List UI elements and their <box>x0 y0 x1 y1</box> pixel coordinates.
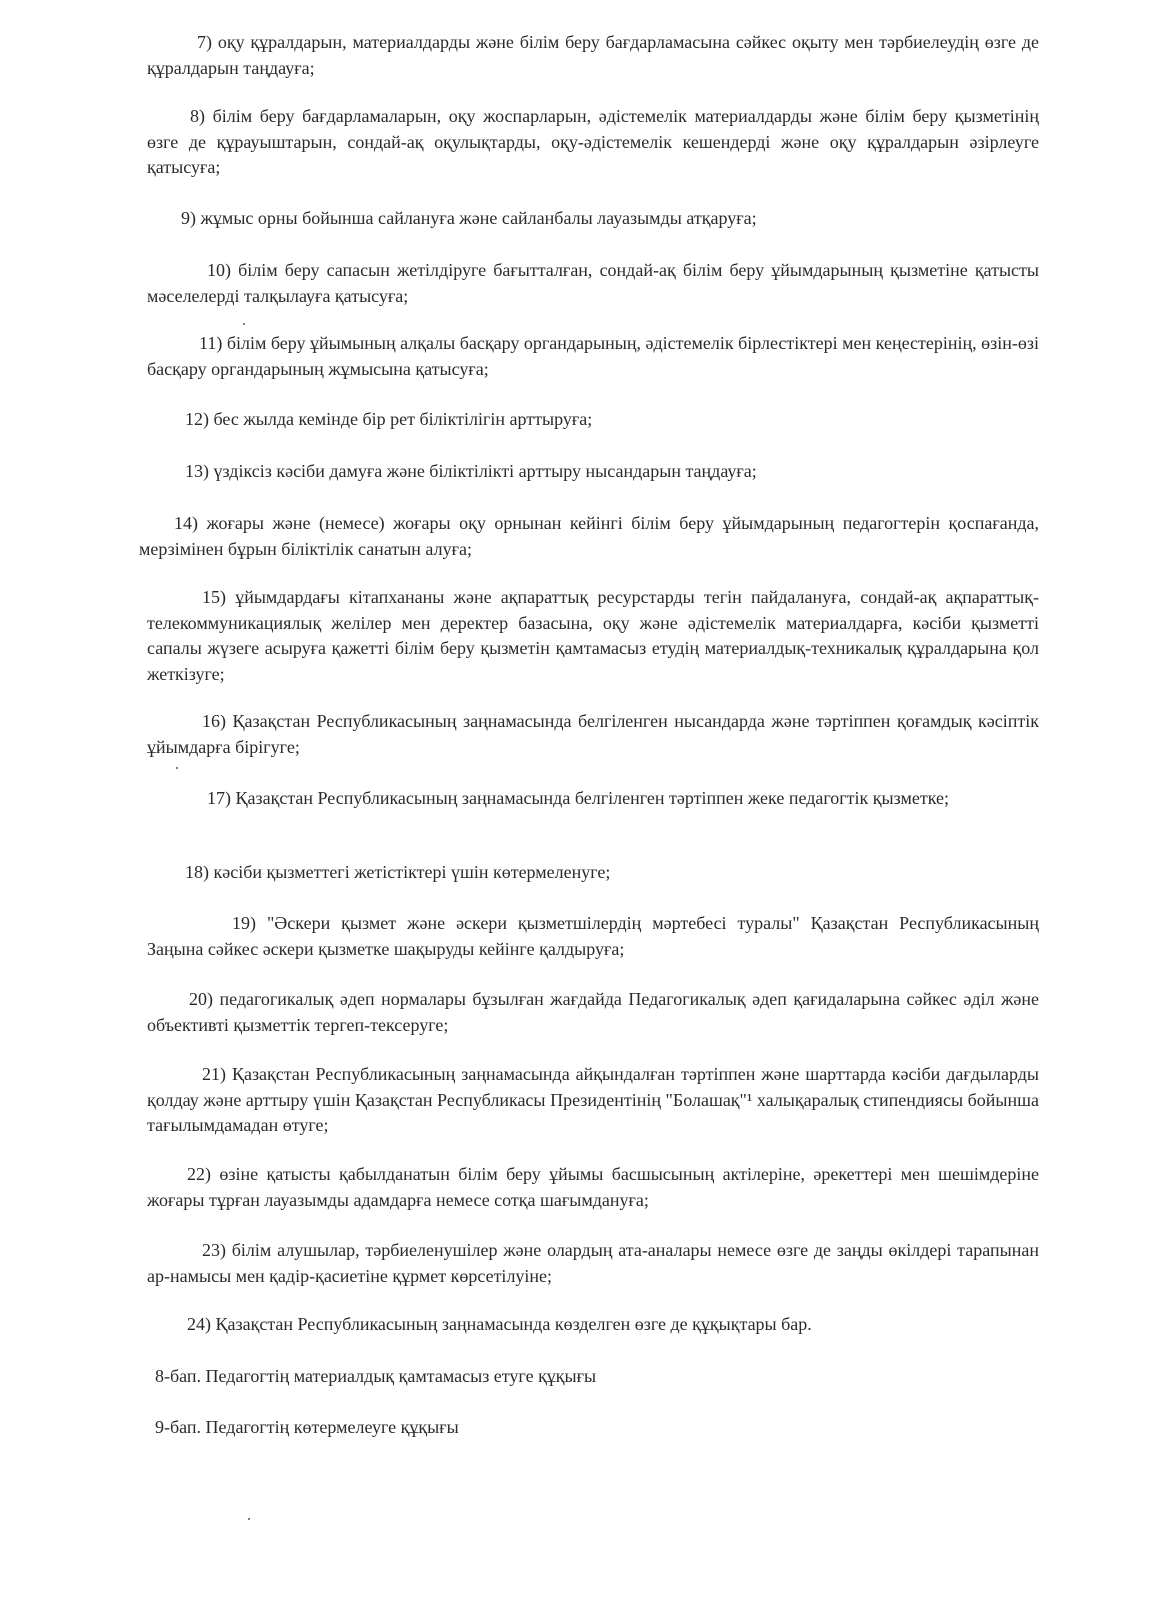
list-item-7: 7) оқу құралдарын, материалдарды және білім беру бағдарламасына сәйкес оқыту мен тәрбиелеудің өзге де құралдарын таңдауға; <box>147 32 1039 78</box>
list-item-24: 24) Қазақстан Республикасының заңнамасында көзделген өзге де құқықтары бар. <box>187 1314 812 1334</box>
list-item-21: 21) Қазақстан Республикасының заңнамасында айқындалған тәртіппен және шарттарда кәсіби дағдыларды қолдау және арттыру үшін Қазақстан Республикасы Президентінің "Болашақ"¹ халықаралық стипендиясы бойынша тағылымдамадан өтуге; <box>147 1064 1039 1135</box>
list-item-16: 16) Қазақстан Республикасының заңнамасында белгіленген нысандарда және тәртіппен қоғамдық кәсіптік ұйымдарға бірігуге; <box>147 711 1039 757</box>
list-item-8: 8) білім беру бағдарламаларын, оқу жоспарларын, әдістемелік материалдарды және білім беру қызметінің өзге де құрауыштарын, сондай-ақ оқулықтарды, оқу-әдістемелік кешендерді және оқу құралдарын әзірлеуге қатысуға; <box>147 106 1039 177</box>
scan-speck <box>243 323 245 325</box>
list-item-10: 10) білім беру сапасын жетілдіруге бағытталған, сондай-ақ білім беру ұйымдарының қызметіне қатысты мәселелерді талқылауға қатысуға; <box>147 260 1039 306</box>
list-item-20: 20) педагогикалық әдеп нормалары бұзылған жағдайда Педагогикалық әдеп қағидаларына сәйкес әділ және объективті қызметтік тергеп-тексеруге; <box>147 989 1039 1035</box>
article-heading-8: 8-бап. Педагогтің материалдық қамтамасыз етуге құқығы <box>155 1366 597 1386</box>
scan-speck <box>248 1518 250 1520</box>
list-item-13: 13) үздіксіз кәсіби дамуға және біліктілікті арттыру нысандарын таңдауға; <box>185 461 757 481</box>
list-item-23: 23) білім алушылар, тәрбиеленушілер және олардың ата-аналары немесе өзге де заңды өкілдері тарапынан ар-намысы мен қадір-қасиетіне құрмет көрсетілуіне; <box>147 1240 1039 1286</box>
list-item-22: 22) өзіне қатысты қабылданатын білім беру ұйымы басшысының актілеріне, әрекеттері мен шешімдеріне жоғары тұрған лауазымды адамдарға немесе сотқа шағымдануға; <box>147 1164 1039 1210</box>
list-item-17: 17) Қазақстан Республикасының заңнамасында белгіленген тәртіппен жеке педагогтік қызметке; <box>207 788 950 808</box>
list-item-14: 14) жоғары және (немесе) жоғары оқу орнынан кейінгі білім беру ұйымдарының педагогтерін қоспағанда, мерзімінен бұрын біліктілік санатын алуға; <box>139 513 1039 559</box>
list-item-11: 11) білім беру ұйымының алқалы басқару органдарының, әдістемелік бірлестіктері мен кеңестерінің, өзін-өзі басқару органдарының жұмысына қатысуға; <box>147 333 1039 379</box>
list-item-15: 15) ұйымдардағы кітапхананы және ақпараттық ресурстарды тегін пайдалануға, сондай-ақ ақпараттық-телекоммуникациялық желілер мен деректер базасына, оқу және әдістемелік материалдарға, кәсіби қызметті сапалы жүзеге асыруға қажетті білім беру қызметін қамтамасыз етудің материалдық-техникалық құралдарына қол жеткізуге; <box>147 587 1039 684</box>
scan-speck <box>176 767 178 769</box>
list-item-9: 9) жұмыс орны бойынша сайлануға және сайланбалы лауазымды атқаруға; <box>181 208 757 228</box>
list-item-18: 18) кәсіби қызметтегі жетістіктері үшін көтермеленуге; <box>185 862 611 882</box>
list-item-12: 12) бес жылда кемінде бір рет біліктілігін арттыруға; <box>185 409 593 429</box>
list-item-19: 19) "Әскери қызмет және әскери қызметшілердің мәртебесі туралы" Қазақстан Республикасының Заңына сәйкес әскери қызметке шақыруды кейінге қалдыруға; <box>147 913 1039 959</box>
article-heading-9: 9-бап. Педагогтің көтермелеуге құқығы <box>155 1417 459 1437</box>
